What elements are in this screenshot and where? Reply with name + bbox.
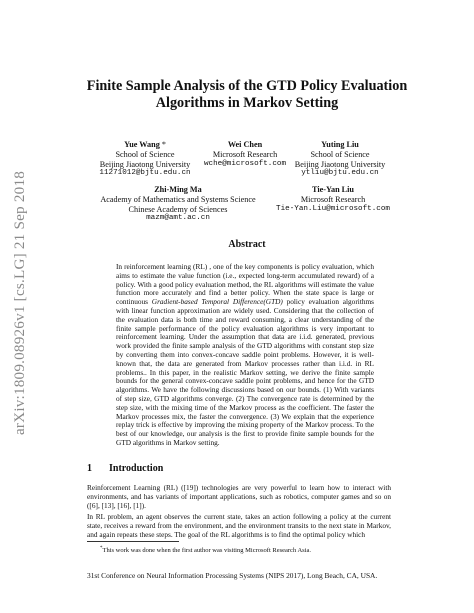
author-email: mazm@amt.ac.cn: [146, 214, 210, 223]
author-block: [268, 185, 398, 214]
author-name: Yue Wang: [124, 140, 160, 149]
author-footnote-mark: *: [159, 140, 166, 149]
author-affiliation: Microsoft Research: [300, 194, 366, 204]
arxiv-stamp-text: arXiv:1809.08926v1 [cs.LG] 21 Sep 2018: [11, 170, 29, 436]
author-affiliation: Microsoft Research: [212, 149, 278, 159]
author-institution: Beijing Jiaotong University: [294, 159, 386, 169]
author-name: Zhi-Ming Ma: [154, 185, 202, 194]
body-paragraph: Reinforcement Learning (RL) ([19]) technologies are very powerful to learn how to interact with environments, and has variants of important applications, such as robotics, computer games and so on ([6], [13], [16], [1]).: [87, 483, 391, 510]
footnote-text: This work was done when the first author was visiting Microsoft Research Asia.: [102, 547, 312, 555]
author-institution: Beijing Jiaotong University: [99, 159, 191, 169]
author-block: [87, 140, 203, 179]
author-affiliation: School of Science: [310, 149, 370, 159]
abstract-italic-term: Gradient-based Temporal Difference(GTD): [151, 297, 283, 307]
author-institution: Chinese Academy of Sciences: [128, 204, 228, 214]
author-email: wche@microsoft.com: [203, 159, 287, 168]
abstract-text-part: policy evaluation algorithms with linear function approximation are widely used. Considering that the collection of the evaluation data is both time and reward consuming, a clear understanding of the finite sample performance of the policy evaluation algorithms is very important to reinforcement learning. Under the assumption that data are i.i.d. generated, previous work provided the finite sample analysis of the GTD algorithms with constant step size by converting them into convex-concave saddle point problems. However, it is well-known that, the data are generated from Markov processes rather than i.i.d. in RL problems.. In this paper, in the realistic Markov setting, we derive the finite sample bounds for the general convex-concave saddle point problems, and hence for the GTD algorithms. We have the following discussions based on our bounds. (1) With variants of step size, GTD algorithms converge. (2) The convergence rate is determined by the step size, with the mixing time of the Markov process as the coefficient. The faster the Markov processes mix, the faster the convergence. (3) We explain that the experience replay trick is effective by improving the mixing property of the Markov process. To the best of our knowledge, our analysis is the first to provide finite sample bounds for the GTD algorithms in Markov setting.: [116, 297, 374, 447]
abstract-text-part: In reinforcement learning (RL) , one of the key components is policy evaluation, which aims to estimate the value function (i.e., expected long-term accumulated reward) of a policy. With a good policy evaluation method, the RL algorithms will estimate the value function more accurately and find a better policy. When the state space is large or continuous: [116, 262, 374, 307]
author-block: [278, 140, 402, 179]
section-number: 1: [87, 463, 92, 474]
section-title: Introduction: [109, 463, 164, 474]
abstract-text: [116, 263, 374, 448]
body-paragraph: In RL problem, an agent observes the current state, takes an action following a policy at the current state, receives a reward from the environment, and the environment transits to the next state in Markov, and again repeats these steps. The goal of the RL algorithms is to find the optimal policy which: [87, 512, 391, 539]
author-affiliation: Academy of Mathematics and Systems Science: [100, 194, 256, 204]
author-email: ytliu@bjtu.edu.cn: [301, 169, 379, 178]
footnote-mark: *: [100, 546, 103, 551]
author-email: 11271012@bjtu.edu.cn: [99, 169, 191, 178]
footnote-rule: [87, 541, 179, 542]
abstract-heading: Abstract: [228, 239, 266, 250]
paper-title: Finite Sample Analysis of the GTD Policy Evaluation Algorithms in Markov Setting: [86, 78, 408, 111]
author-affiliation: School of Science: [115, 149, 175, 159]
section-heading: [87, 463, 163, 474]
author-name: Tie-Yan Liu: [312, 185, 354, 194]
author-block: [90, 185, 266, 224]
author-name: Yuting Liu: [321, 140, 359, 149]
footnote: [100, 545, 311, 555]
author-email: Tie-Yan.Liu@microsoft.com: [276, 204, 390, 213]
author-name: Wei Chen: [227, 140, 263, 149]
conference-footer: 31st Conference on Neural Information Processing Systems (NIPS 2017), Long Beach, CA, USA.: [87, 571, 378, 580]
arxiv-stamp: [2, 168, 38, 438]
